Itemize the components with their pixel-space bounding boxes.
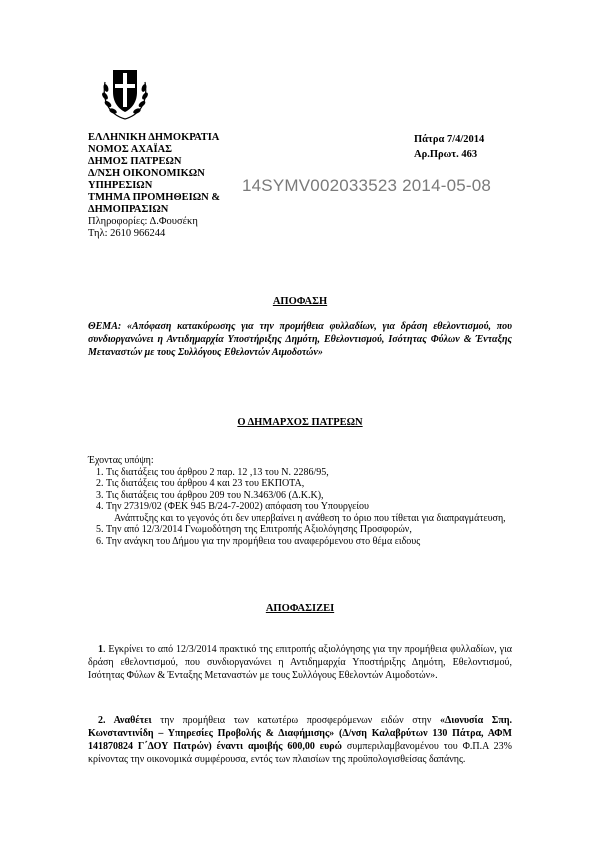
mayor-title: Ο ΔΗΜΑΡΧΟΣ ΠΑΤΡΕΩΝ [237,417,363,428]
paragraph-1-text: . Εγκρίνει το από 12/3/2014 πρακτικό της επιτροπής αξιολόγησης για την προμήθεια φυλλαδίων, για δράση εθελοντισμού, που συνδιοργανώνει η Αντιδημαρχία Υποστήριξης Δημότη, Εθελοντισμού, Ισότητας Φύλων & Ένταξης Μεταναστών με τους Συλλόγους Εθελοντών Αιμοδοτών». [88,644,512,681]
paragraph-2-text-b: συμπεριλαμβανομένου του Φ.Π.Α 23% κρίνοντας την οικονομικά συμφέρουσα, εντός των πλαισίων της προϋπολογισθείσας δαπάνης. [88,741,513,765]
contact-info-line: Πληροφορίες: Δ.Φουσέκη [88,216,198,227]
issuer-line-department: ΤΜΗΜΑ ΠΡΟΜΗΘΕΙΩΝ & [88,192,221,203]
paragraph-2-text-a: την προμήθεια των κατωτέρω προσφερόμενων ειδών στην [151,715,441,726]
hellenic-republic-emblem-icon [100,66,150,122]
decision-title: ΑΠΟΦΑΣΗ [272,296,328,307]
consideration-item: 1. Τις διατάξεις του άρθρου 2 παρ. 12 ,13 του Ν. 2286/95, [106,467,518,479]
place-date: Πάτρα 7/4/2014 [414,134,485,145]
consideration-item: 2. Τις διατάξεις του άρθρου 4 και 23 του ΕΚΠΟΤΑ, [106,478,518,490]
consideration-item: 5. Την από 12/3/2014 Γνωμοδότηση της Επιτροπής Αξιολόγησης Προσφορών, [106,524,518,536]
paragraph-1-number: 1 [98,644,103,655]
consideration-item: 6. Την ανάγκη του Δήμου για την προμήθεια του αναφερόμενου στο θέμα ειδους [106,536,518,548]
considerations-section [88,455,518,547]
issuer-line-directorate: Δ/ΝΣΗ ΟΙΚΟΝΟΜΙΚΩΝ [88,168,205,179]
paragraph-2-lead: 2. Αναθέτει [98,715,152,726]
consideration-item: 3. Τις διατάξεις του άρθρου 209 του Ν.3463/06 (Δ.Κ.Κ), [106,490,518,502]
issuer-line-municipality: ΔΗΜΟΣ ΠΑΤΡΕΩΝ [88,156,182,167]
decision-paragraph-2 [88,714,512,766]
date-protocol-block [414,132,484,162]
decision-paragraph-1 [88,643,512,682]
issuer-line-services: ΥΠΗΡΕΣΙΩΝ [88,180,153,191]
consideration-item-text: Την 27319/02 (ΦΕΚ 945 Β/24-7-2002) απόφαση του Υπουργείου [106,501,369,512]
consideration-item [106,501,518,524]
considerations-list [88,467,518,548]
ada-code-stamp: 14SYMV002033523 2014-05-08 [242,176,492,195]
issuer-line-auctions: ΔΗΜΟΠΡΑΣΙΩΝ [88,204,169,215]
paragraph-2-supplier: «Διονυσία Σπη. Κωνσταντινίδη – Υπηρεσίες Προβολής & Διαφήμισης» (Δ/νση Καλαβρύτων 130 Πάτρα, ΑΦΜ 141870824 Γ΄ΔΟΥ Πατρών) έναντι αμοιβής 600,00 ευρώ [88,715,512,752]
subject-paragraph: ΘΕΜΑ: «Απόφαση κατακύρωσης για την προμήθεια φυλλαδίων, για δράση εθελοντισμού, που συνδιοργανώνει η Αντιδημαρχία Υποστήριξης Δημότη, Εθελοντισμού, Ισότητας Φύλων & Ένταξης Μεταναστών με τους Συλλόγους Εθελοντών Αιμοδοτών» [88,321,512,358]
consideration-item-continuation: Ανάπτυξης και το γεγονός ότι δεν υπερβαίνει η ανάθεση το όριο που τίθεται για διαπραγμάτευση, [114,512,506,524]
contact-phone-line: Τηλ: 2610 966244 [88,228,166,239]
issuer-line-country: ΕΛΛΗΝΙΚΗ ΔΗΜΟΚΡΑΤΙΑ [88,132,220,143]
considerations-intro: Έχοντας υπόψη: [88,455,154,466]
protocol-number: Αρ.Πρωτ. 463 [414,149,478,160]
decides-title: ΑΠΟΦΑΣΙΖΕΙ [265,603,335,614]
issuer-line-prefecture: ΝΟΜΟΣ ΑΧΑΪΑΣ [88,144,173,155]
